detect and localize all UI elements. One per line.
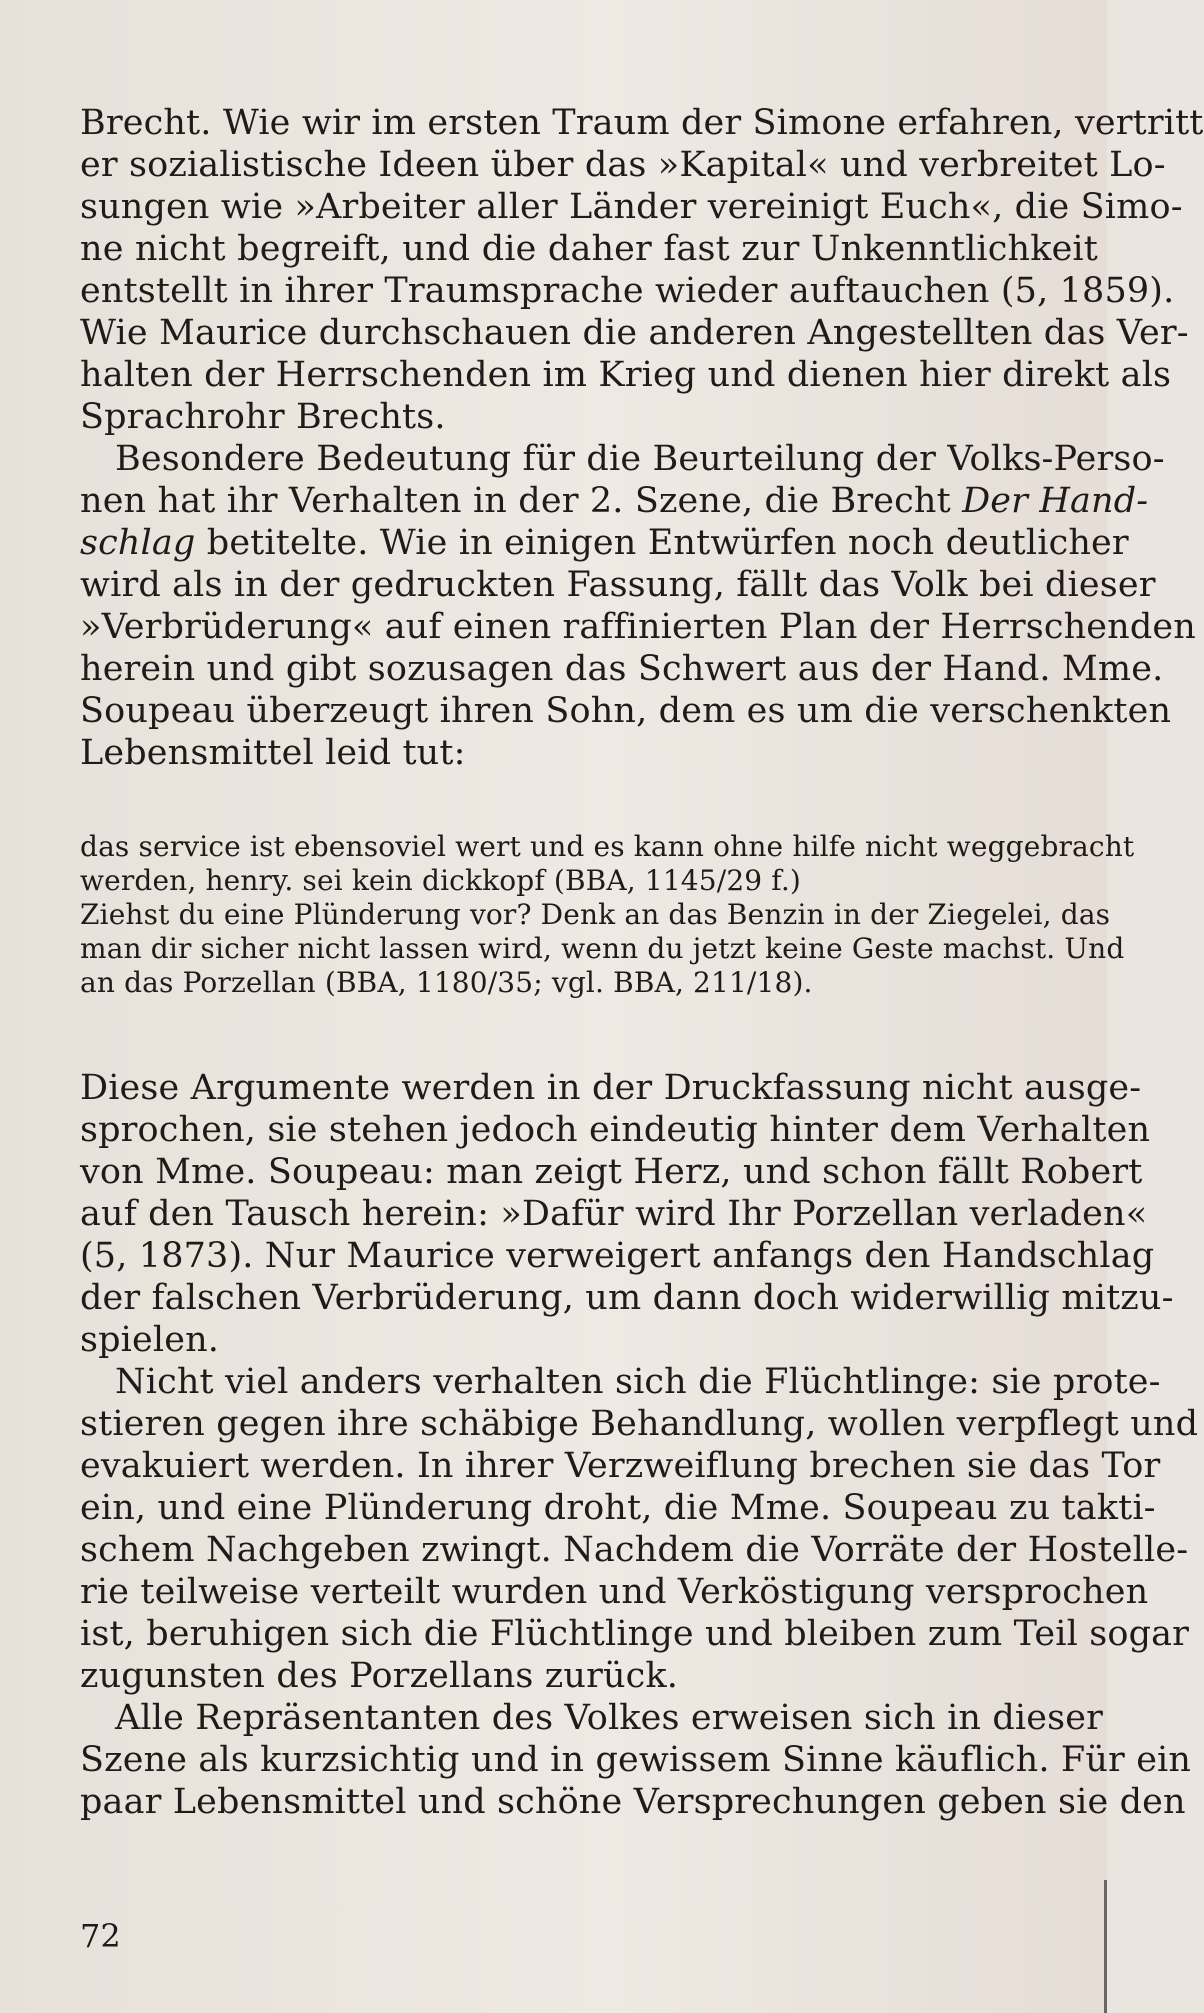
text-line: stieren gegen ihre schäbige Behandlung, wollen verpflegt und <box>80 1404 1199 1444</box>
text-line: Wie Maurice durchschauen die anderen Angestellten das Ver- <box>80 313 1189 353</box>
text-line: wird als in der gedruckten Fassung, fällt das Volk bei dieser <box>80 565 1156 605</box>
paragraph-1 <box>80 102 1204 438</box>
text-line: Nicht viel anders verhalten sich die Flüchtlinge: sie prote- <box>115 1362 1161 1402</box>
text-line: sungen wie »Arbeiter aller Länder vereinigt Euch«, die Simo- <box>80 187 1183 227</box>
quote-line: das service ist ebensoviel wert und es kann ohne hilfe nicht weggebracht <box>80 830 1135 863</box>
text-line: ist, beruhigen sich die Flüchtlinge und bleiben zum Teil sogar <box>80 1614 1190 1654</box>
text-line: Szene als kurzsichtig und in gewissem Sinne käuflich. Für ein <box>80 1740 1192 1780</box>
text-line: rie teilweise verteilt wurden und Verköstigung versprochen <box>80 1572 1149 1612</box>
text-line: »Verbrüderung« auf einen raffinierten Plan der Herrschenden <box>80 607 1196 647</box>
text-line: evakuiert werden. In ihrer Verzweiflung brechen sie das Tor <box>80 1446 1161 1486</box>
quote-line: an das Porzellan (BBA, 1180/35; vgl. BBA, 211/18). <box>80 966 813 999</box>
text-line: halten der Herrschenden im Krieg und dienen hier direkt als <box>80 355 1172 395</box>
page-edge-shadow <box>1104 1880 1107 2013</box>
text-line: Alle Repräsentanten des Volkes erweisen sich in dieser <box>115 1698 1103 1738</box>
text-run: betitelte. Wie in einigen Entwürfen noch deutlicher <box>195 523 1129 563</box>
text-line: auf den Tausch herein: »Dafür wird Ihr Porzellan verladen« <box>80 1194 1148 1234</box>
text-line: Sprachrohr Brechts. <box>80 397 446 437</box>
text-line: Diese Argumente werden in der Druckfassung nicht ausge- <box>80 1068 1142 1108</box>
text-line: sprochen, sie stehen jedoch eindeutig hinter dem Verhalten <box>80 1110 1151 1150</box>
text-line: paar Lebensmittel und schöne Versprechungen geben sie den <box>80 1782 1186 1822</box>
quote-line: man dir sicher nicht lassen wird, wenn du jetzt keine Geste machst. Und <box>80 932 1125 965</box>
text-line: der falschen Verbrüderung, um dann doch widerwillig mitzu- <box>80 1278 1174 1318</box>
page-number: 72 <box>80 1917 121 1955</box>
text-line: zugunsten des Porzellans zurück. <box>80 1656 679 1696</box>
text-line: entstellt in ihrer Traumsprache wieder auftauchen (5, 1859). <box>80 271 1175 311</box>
text-line: er sozialistische Ideen über das »Kapital« und verbreitet Lo- <box>80 145 1166 185</box>
paragraph-4 <box>80 1361 1199 1697</box>
text-line: von Mme. Soupeau: man zeigt Herz, und schon fällt Robert <box>80 1152 1143 1192</box>
text-line: schem Nachgeben zwingt. Nachdem die Vorräte der Hostelle- <box>80 1530 1189 1570</box>
text-line: herein und gibt sozusagen das Schwert aus der Hand. Mme. <box>80 649 1164 689</box>
paragraph-2 <box>80 438 1196 774</box>
quote-line: werden, henry. sei kein dickkopf (BBA, 1145/29 f.) <box>80 864 801 897</box>
text-line <box>80 480 1149 522</box>
paragraph-5 <box>80 1697 1192 1823</box>
text-line: Soupeau überzeugt ihren Sohn, dem es um die verschenkten <box>80 691 1172 731</box>
text-line: spielen. <box>80 1320 220 1360</box>
quote-line: Ziehst du eine Plünderung vor? Denk an das Benzin in der Ziegelei, das <box>80 898 1111 931</box>
text-line: (5, 1873). Nur Maurice verweigert anfangs den Handschlag <box>80 1236 1155 1276</box>
work-title: Der Hand- <box>962 481 1149 521</box>
text-line: ne nicht begreift, und die daher fast zur Unkenntlichkeit <box>80 229 1098 269</box>
text-line: Brecht. Wie wir im ersten Traum der Simone erfahren, vertritt <box>80 103 1204 143</box>
text-line: Lebensmittel leid tut: <box>80 733 466 773</box>
text-line: Besondere Bedeutung für die Beurteilung der Volks-Perso- <box>115 439 1165 479</box>
paragraph-3 <box>80 1067 1174 1361</box>
text-line: ein, und eine Plünderung droht, die Mme. Soupeau zu takti- <box>80 1488 1156 1528</box>
work-title: schlag <box>80 523 196 563</box>
block-quote <box>80 830 1135 1000</box>
text-run: nen hat ihr Verhalten in der 2. Szene, die Brecht <box>80 481 963 521</box>
text-line <box>80 522 1129 564</box>
